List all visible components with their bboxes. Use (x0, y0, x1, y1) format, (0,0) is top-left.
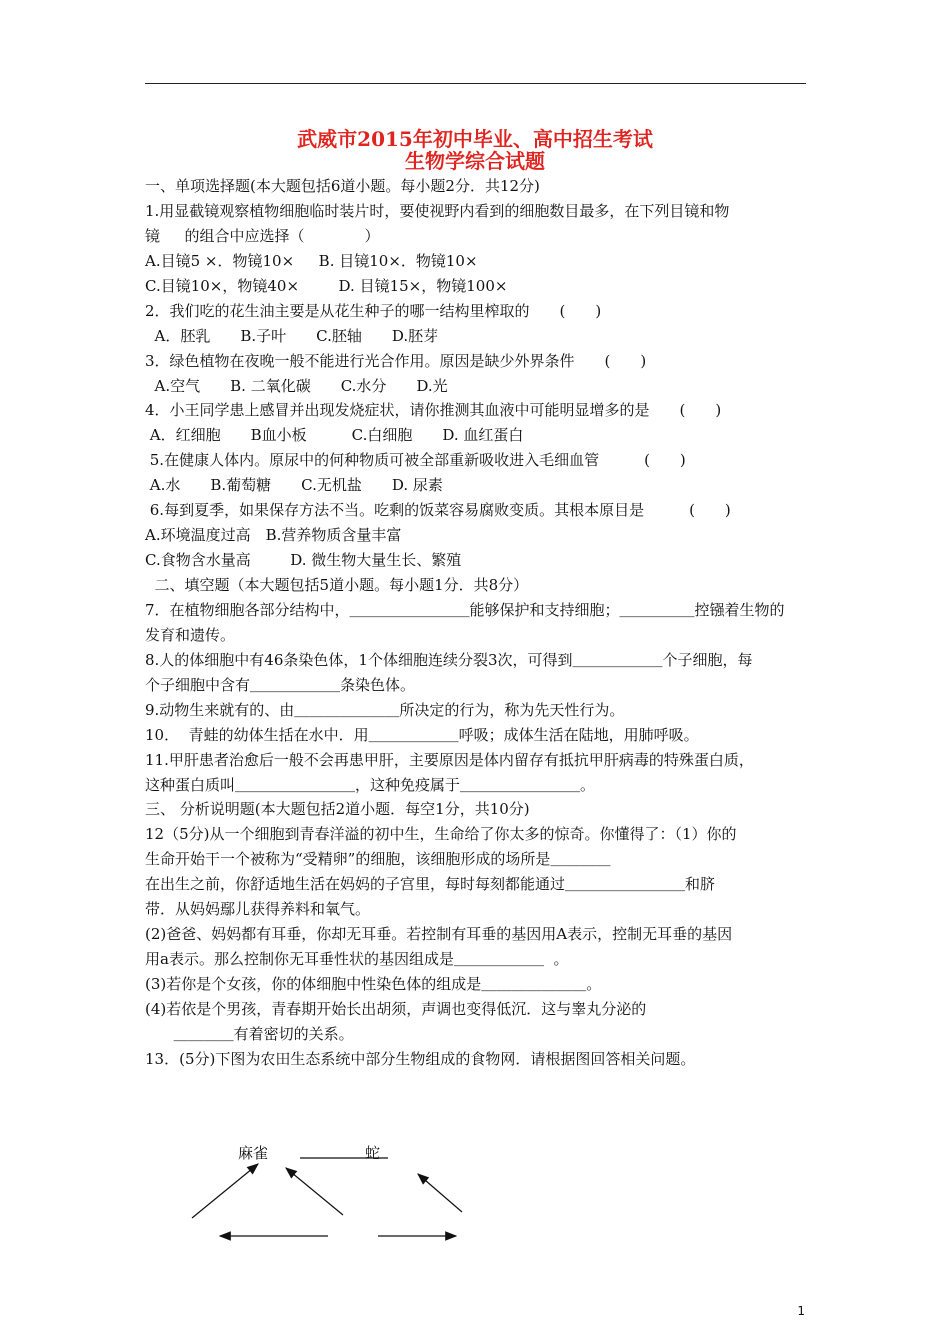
question-line: 6.每到夏季，如果保存方法不当。吃剩的饭菜容易腐败变质。其根本原目是 ( ) (145, 501, 731, 519)
question-line: (4)若依是个男孩，青春期开始长出胡须，声调也变得低沉．这与睾丸分泌的 (145, 1000, 647, 1018)
question-line: 12（5分)从一个细胞到青春洋溢的初中生，生命给了你太多的惊奇。你懂得了：（1）你的 (145, 825, 737, 843)
question-line: 10． 青蛙的幼体生括在水中．用＿＿＿＿＿＿呼吸；成体生活在陆地，用肺呼吸。 (145, 726, 699, 744)
question-line: 8.人的体细胞中有46条染色体，1个体细胞连续分裂3次，可得到＿＿＿＿＿＿个子细胞，每 (145, 651, 753, 669)
exam-title: 武威市2015年初中毕业、高中招生考试 (297, 127, 653, 151)
section-3-heading: 三、 分析说明题(本大题包括2道小题．每空1分，共10分) (145, 800, 530, 818)
question-line: 带．从妈妈鄢儿获得养料和氧气。 (145, 900, 371, 918)
arrow-middle-to-sparrow (286, 1168, 343, 1215)
question-line: 7．在植物细胞各部分结构中，＿＿＿＿＿＿＿＿能够保护和支持细胞；＿＿＿＿＿控镪着生物的 (145, 601, 785, 619)
question-line: 用a表示。那么控制你无耳垂性状的基因组成是＿＿＿＿＿＿ 。 (145, 950, 569, 968)
question-line: 发育和遗传。 (145, 626, 236, 644)
question-line: 13．(5分)下图为农田生态系统中部分生物组成的食物网．请根据图回答相关问题。 (145, 1050, 696, 1068)
option-line: A．胚乳 B.子叶 C.胚轴 D.胚芽 (145, 327, 439, 345)
option-line: C.食物含水量高 D. 微生物大量生长、繁殖 (145, 551, 462, 569)
question-line: 1.用显截镜观察植物细胞临时装片时，要使视野内看到的细胞数目最多，在下列目镜和物 (145, 202, 730, 220)
option-line: C.目镜10×，物镜40× D. 目镜15×，物镜100× (145, 277, 508, 295)
question-line: 11.甲肝患者治愈后一般不会再患甲肝，主要原因是体内留存有抵抗甲肝病毒的特殊蛋白质， (145, 751, 754, 769)
option-line: A.环境温度过高 B.营养物质含量丰富 (145, 526, 402, 544)
question-line: (2)爸爸、妈妈都有耳垂，你却无耳垂。若控制有耳垂的基因用A表示，控制无耳垂的基因 (145, 925, 733, 943)
question-line: (3)若你是个女孩，你的体细胞中性染色体的组成是＿＿＿＿＿＿＿。 (145, 975, 602, 993)
question-line: 镜 的组合中应选择（ ） (145, 227, 380, 245)
question-line: 在出生之前，你舒适地生活在妈妈的子宫里，每时每刻都能通过＿＿＿＿＿＿＿＿和脐 (145, 875, 716, 893)
option-line: A．红细胞 B血小板 C.白细胞 D. 血红蛋白 (145, 426, 524, 444)
question-line: 2．我们吃的花生油主要是从花生种子的哪一结构里榨取的 ( ) (145, 302, 602, 320)
question-line: 5.在健康人体内。原尿中的何种物质可被全部重新吸收进入毛细血管 ( ) (145, 451, 686, 469)
question-line: 9.动物生来就有的、由＿＿＿＿＿＿＿所决定的行为，称为先天性行为。 (145, 701, 625, 719)
question-line: ＿＿＿＿有着密切的关系。 (145, 1025, 354, 1043)
section-1-heading: 一、单项选择题(本大题包括6道小题。每小题2分．共12分) (145, 177, 540, 195)
arrow-right-to-snake (418, 1174, 462, 1212)
section-2-heading: 二、填空题（本大题包括5道小题。每小题1分．共8分） (145, 576, 529, 594)
arrow-left-to-sparrow (192, 1164, 258, 1218)
question-line: 个子细胞中含有＿＿＿＿＿＿条染色体。 (145, 676, 416, 694)
question-line: 这种蛋白质叫＿＿＿＿＿＿＿＿，这种免疫属于＿＿＿＿＿＿＿＿。 (145, 776, 596, 794)
option-line: A.空气 B. 二氧化碳 C.水分 D.光 (145, 377, 448, 395)
node-snake: 蛇 (365, 1144, 381, 1162)
question-line: 生命开始干一个被称为“受精卵”的细胞，该细胞形成的场所是＿＿＿＿ (145, 850, 611, 868)
page-number: 1 (797, 1304, 805, 1318)
exam-subtitle: 生物学综合试题 (405, 149, 545, 173)
option-line: A.水 B.葡萄糖 C.无机盐 D. 尿素 (145, 476, 443, 494)
node-sparrow: 麻雀 (238, 1144, 269, 1162)
question-line: 4．小王同学患上感冒并出现发烧症状，请你推测其血液中可能明显增多的是 ( ) (145, 401, 722, 419)
option-line: A.目镜5 ×．物镜10× B. 目镜10×．物镜10× (145, 252, 478, 270)
question-line: 3．绿色植物在夜晚一般不能进行光合作用。原因是缺少外界条件 ( ) (145, 352, 647, 370)
